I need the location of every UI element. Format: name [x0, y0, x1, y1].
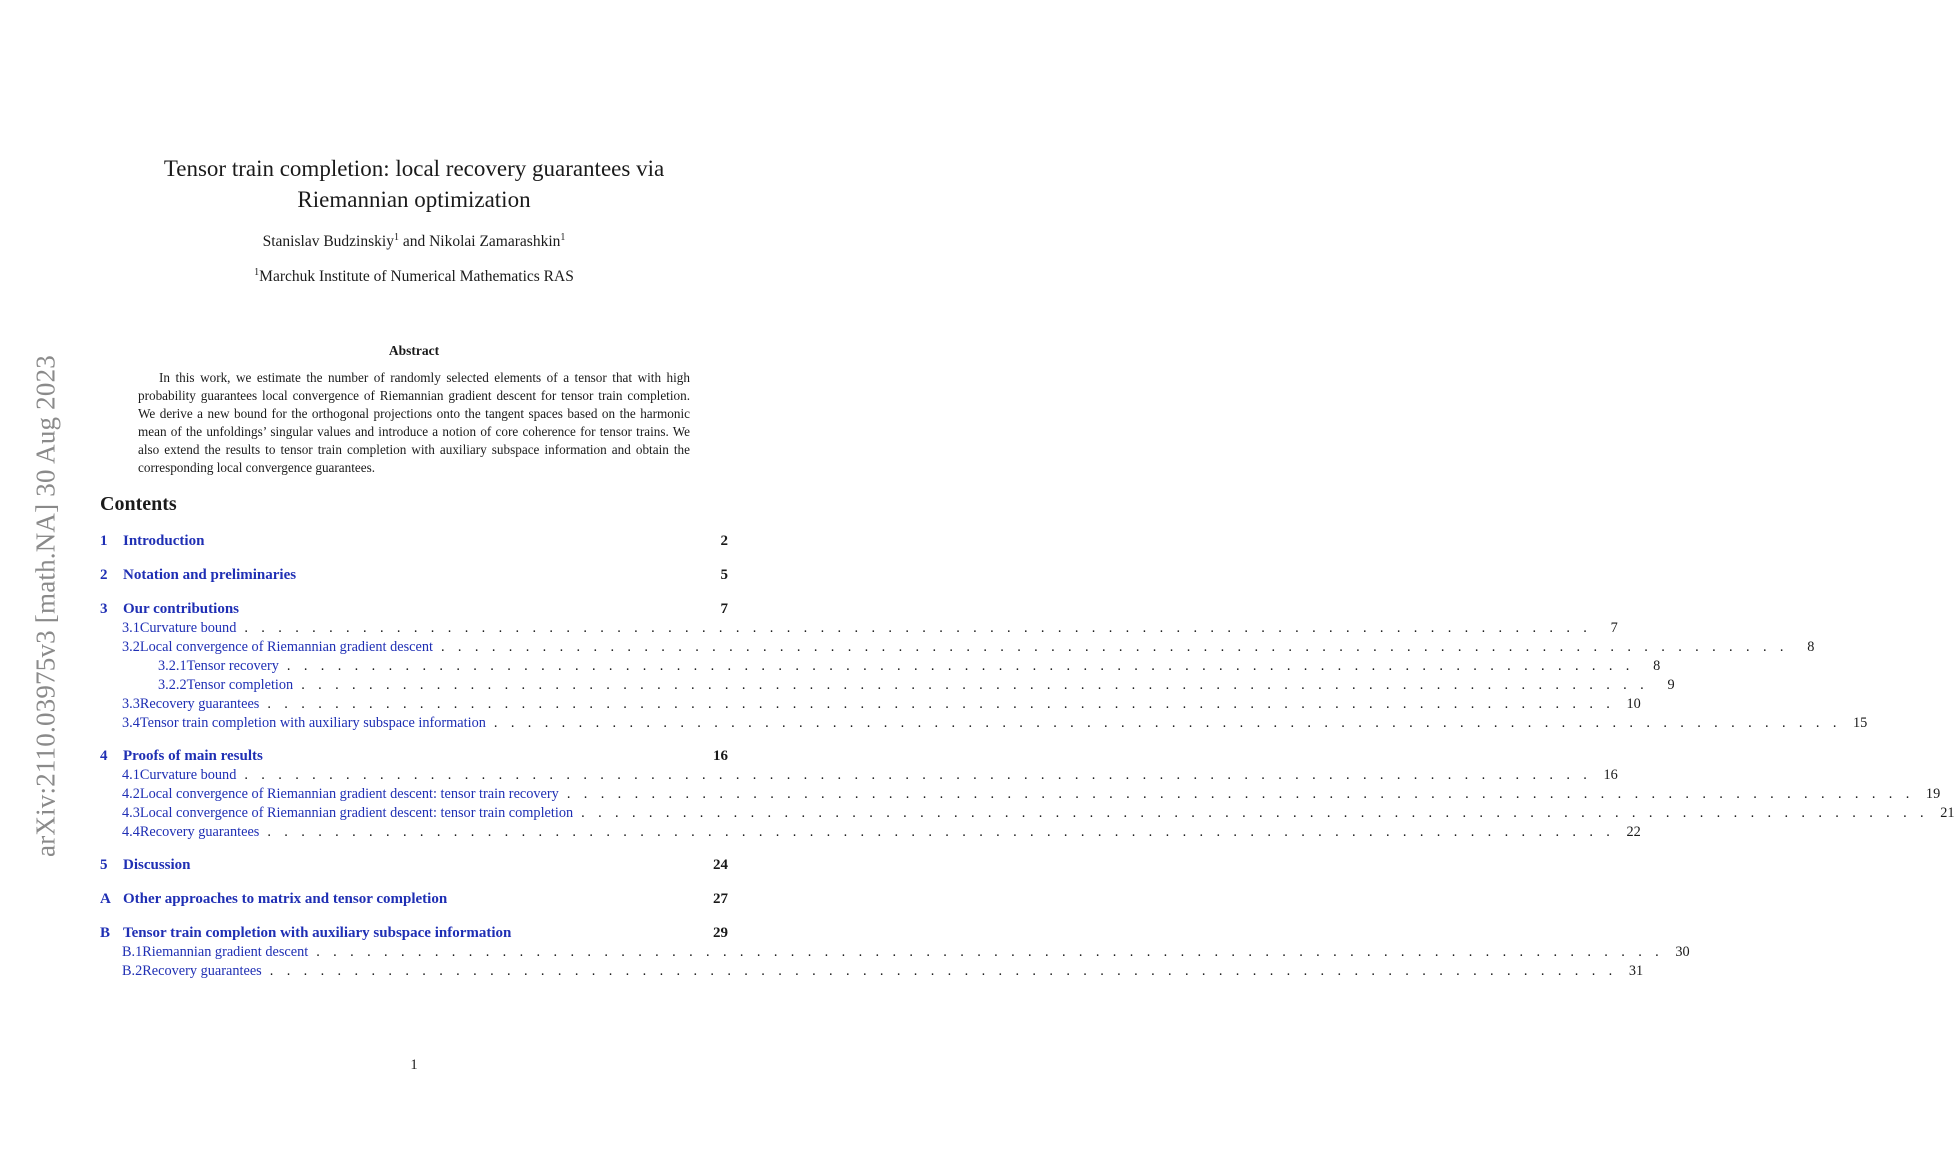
toc-entry-title[interactable]: Recovery guarantees	[139, 824, 260, 840]
toc-entry-number[interactable]: 5	[100, 857, 108, 873]
toc-entry-title[interactable]: Other approaches to matrix and tensor completion	[123, 891, 448, 907]
toc-entry-page[interactable]: 5	[720, 567, 728, 583]
author-list	[100, 233, 728, 251]
toc-entry-number[interactable]: 4.2	[122, 786, 140, 802]
toc-entry-page[interactable]: 21	[1940, 805, 1955, 821]
toc-entry-page[interactable]: 16	[1603, 767, 1618, 783]
toc-entry-title[interactable]: Introduction	[123, 533, 205, 549]
toc-entry-page[interactable]: 31	[1628, 963, 1644, 979]
toc-entry-3-4[interactable]	[100, 715, 1868, 732]
toc-entry-title[interactable]: Riemannian gradient descent	[142, 944, 309, 960]
toc-entry-title[interactable]: Tensor completion	[186, 677, 294, 693]
toc-entry-number[interactable]: 3.2.2	[158, 677, 187, 693]
toc-entry-page[interactable]: 9	[1667, 677, 1675, 693]
toc-entry-2[interactable]	[100, 567, 728, 584]
toc-dot-leader: . . . . . . . . . . . . . . . . . . . . . . . . . . . . . . . . . . . . . . . . . . . . . . . . . . . . . . . . . . . . . . . . . . . . . . . . . . . . . . . .	[493, 715, 1842, 731]
toc-entry-4-3[interactable]	[100, 805, 1955, 822]
toc-entry-title[interactable]: Curvature bound	[139, 767, 237, 783]
toc-entry-number[interactable]: B.2	[122, 963, 143, 979]
toc-entry-title[interactable]: Our contributions	[123, 601, 239, 617]
toc-entry-title[interactable]: Tensor train completion with auxiliary subspace information	[139, 715, 486, 731]
affiliation-mark: 1	[560, 232, 566, 243]
toc-entry-number[interactable]: 3.4	[122, 715, 140, 731]
toc-dot-leader: . . . . . . . . . . . . . . . . . . . . . . . . . . . . . . . . . . . . . . . . . . . . . . . . . . . . . . . . . . . . . . . . . . . . . . . . . . . . . . . .	[286, 658, 1635, 674]
toc-dot-leader: . . . . . . . . . . . . . . . . . . . . . . . . . . . . . . . . . . . . . . . . . . . . . . . . . . . . . . . . . . . . . . . . . . . . . . . . . . . . . . . .	[316, 944, 1664, 960]
toc-dot-leader: . . . . . . . . . . . . . . . . . . . . . . . . . . . . . . . . . . . . . . . . . . . . . . . . . . . . . . . . . . . . . . . . . . . . . . . . . . . . . . . .	[244, 767, 1592, 783]
toc-entry-title[interactable]: Notation and preliminaries	[123, 567, 297, 583]
toc-entry-3-2-1[interactable]	[100, 658, 1661, 675]
toc-entry-number[interactable]: B	[100, 925, 111, 941]
toc-entry-number[interactable]: 3.2	[122, 639, 140, 655]
toc-entry-page[interactable]: 8	[1653, 658, 1661, 674]
toc-dot-leader: . . . . . . . . . . . . . . . . . . . . . . . . . . . . . . . . . . . . . . . . . . . . . . . . . . . . . . . . . . . . . . . . . . . . . . . . . . . . . . . .	[581, 805, 1929, 821]
affiliation-mark: 1	[254, 267, 260, 278]
toc-dot-leader: . . . . . . . . . . . . . . . . . . . . . . . . . . . . . . . . . . . . . . . . . . . . . . . . . . . . . . . . . . . . . . . . . . . . . . . . . . . . . . . .	[440, 639, 1789, 655]
toc-entry-page[interactable]: 10	[1626, 696, 1641, 712]
toc-entry-title[interactable]: Tensor recovery	[186, 658, 279, 674]
toc-entry-page[interactable]: 8	[1807, 639, 1815, 655]
toc-entry-number[interactable]: 2	[100, 567, 108, 583]
title-line-2: Riemannian optimization	[297, 187, 531, 212]
toc-entry-page[interactable]: 2	[720, 533, 728, 549]
toc-entry-title[interactable]: Tensor train completion with auxiliary subspace information	[123, 925, 512, 941]
toc-entry-B-2[interactable]	[100, 963, 1644, 980]
toc-entry-page[interactable]: 16	[713, 748, 728, 764]
toc-entry-4[interactable]	[100, 748, 728, 765]
toc-entry-title[interactable]: Curvature bound	[139, 620, 237, 636]
toc-entry-B-1[interactable]	[100, 944, 1690, 961]
author-separator: and	[398, 233, 430, 250]
toc-entry-number[interactable]: B.1	[122, 944, 143, 960]
abstract-heading: Abstract	[388, 343, 440, 358]
toc-entry-number[interactable]: 4.4	[122, 824, 140, 840]
toc-entry-page[interactable]: 24	[713, 857, 728, 873]
toc-entry-title[interactable]: Local convergence of Riemannian gradient descent: tensor train recovery	[139, 786, 559, 802]
toc-entry-3-2-2[interactable]	[100, 677, 1675, 694]
toc-entry-B[interactable]	[100, 925, 728, 942]
title-line-1: Tensor train completion: local recovery guarantees via	[163, 156, 665, 181]
abstract-text: In this work, we estimate the number of randomly selected elements of a tensor that with high probability guarantees local convergence of Riemannian gradient descent for tensor train completion. We derive a new bound for the orthogonal projections onto the tangent spaces based on the harmonic mean of the unfoldings’ singular values and introduce a notion of core coherence for tensor trains. We also extend the results to tensor train completion with auxiliary subspace information and obtain the corresponding local convergence guarantees.	[138, 370, 690, 475]
toc-entry-page[interactable]: 19	[1925, 786, 1941, 802]
toc-entry-number[interactable]: 4.3	[122, 805, 140, 821]
toc-entry-title[interactable]: Discussion	[123, 857, 191, 873]
toc-dot-leader: . . . . . . . . . . . . . . . . . . . . . . . . . . . . . . . . . . . . . . . . . . . . . . . . . . . . . . . . . . . . . . . . . . . . . . . . . . . . . . . .	[566, 786, 1915, 802]
toc-entry-3-1[interactable]	[100, 620, 1618, 637]
toc-entry-page[interactable]: 29	[713, 925, 728, 941]
toc-entry-4-4[interactable]	[100, 824, 1641, 841]
toc-entry-title[interactable]: Local convergence of Riemannian gradient descent	[139, 639, 433, 655]
toc-entry-number[interactable]: 3	[100, 601, 108, 617]
toc-entry-A[interactable]	[100, 891, 728, 908]
toc-entry-title[interactable]: Recovery guarantees	[142, 963, 262, 979]
toc-entry-title[interactable]: Recovery guarantees	[139, 696, 260, 712]
toc-entry-page[interactable]: 7	[720, 601, 728, 617]
toc-entry-number[interactable]: 3.3	[122, 696, 140, 712]
affiliation-text: Marchuk Institute of Numerical Mathematics RAS	[259, 268, 574, 285]
toc-dot-leader: . . . . . . . . . . . . . . . . . . . . . . . . . . . . . . . . . . . . . . . . . . . . . . . . . . . . . . . . . . . . . . . . . . . . . . . . . . . . . . . .	[301, 677, 1649, 693]
contents-heading: Contents	[100, 493, 177, 515]
toc-entry-page[interactable]: 22	[1626, 824, 1641, 840]
toc-entry-page[interactable]: 15	[1853, 715, 1868, 731]
toc-entry-title[interactable]: Proofs of main results	[123, 748, 263, 764]
toc-dot-leader: . . . . . . . . . . . . . . . . . . . . . . . . . . . . . . . . . . . . . . . . . . . . . . . . . . . . . . . . . . . . . . . . . . . . . . . . . . . . . . . .	[267, 824, 1615, 840]
toc-entry-number[interactable]: 4	[100, 748, 108, 764]
toc-entry-number[interactable]: 4.1	[122, 767, 140, 783]
toc-entry-number[interactable]: 1	[100, 533, 108, 549]
toc-entry-3-2[interactable]	[100, 639, 1815, 656]
toc-entry-3-3[interactable]	[100, 696, 1641, 713]
toc-entry-1[interactable]	[100, 533, 728, 550]
author-name: Stanislav Budzinskiy	[262, 233, 394, 250]
affiliation	[100, 268, 728, 286]
author-name: Nikolai Zamarashkin	[429, 233, 561, 250]
toc-entry-number[interactable]: 3.1	[122, 620, 140, 636]
toc-entry-5[interactable]	[100, 857, 728, 874]
toc-entry-page[interactable]: 7	[1610, 620, 1618, 636]
toc-entry-number[interactable]: A	[100, 891, 111, 907]
toc-dot-leader: . . . . . . . . . . . . . . . . . . . . . . . . . . . . . . . . . . . . . . . . . . . . . . . . . . . . . . . . . . . . . . . . . . . . . . . . . . . . . . . .	[269, 963, 1618, 979]
toc-entry-page[interactable]: 27	[713, 891, 728, 907]
page-number: 1	[410, 1057, 418, 1073]
paper-title	[100, 153, 728, 215]
toc-dot-leader: . . . . . . . . . . . . . . . . . . . . . . . . . . . . . . . . . . . . . . . . . . . . . . . . . . . . . . . . . . . . . . . . . . . . . . . . . . . . . . . .	[267, 696, 1615, 712]
arxiv-stamp: arXiv:2110.03975v3 [math.NA] 30 Aug 2023	[30, 355, 61, 857]
toc-entry-4-2[interactable]	[100, 786, 1941, 803]
toc-entry-title[interactable]: Local convergence of Riemannian gradient descent: tensor train completion	[139, 805, 574, 821]
toc-entry-3[interactable]	[100, 601, 728, 618]
affiliation-mark: 1	[393, 232, 399, 243]
toc-dot-leader: . . . . . . . . . . . . . . . . . . . . . . . . . . . . . . . . . . . . . . . . . . . . . . . . . . . . . . . . . . . . . . . . . . . . . . . . . . . . . . . .	[244, 620, 1592, 636]
toc-entry-page[interactable]: 30	[1675, 944, 1690, 960]
toc-entry-number[interactable]: 3.2.1	[158, 658, 187, 674]
toc-entry-4-1[interactable]	[100, 767, 1618, 784]
